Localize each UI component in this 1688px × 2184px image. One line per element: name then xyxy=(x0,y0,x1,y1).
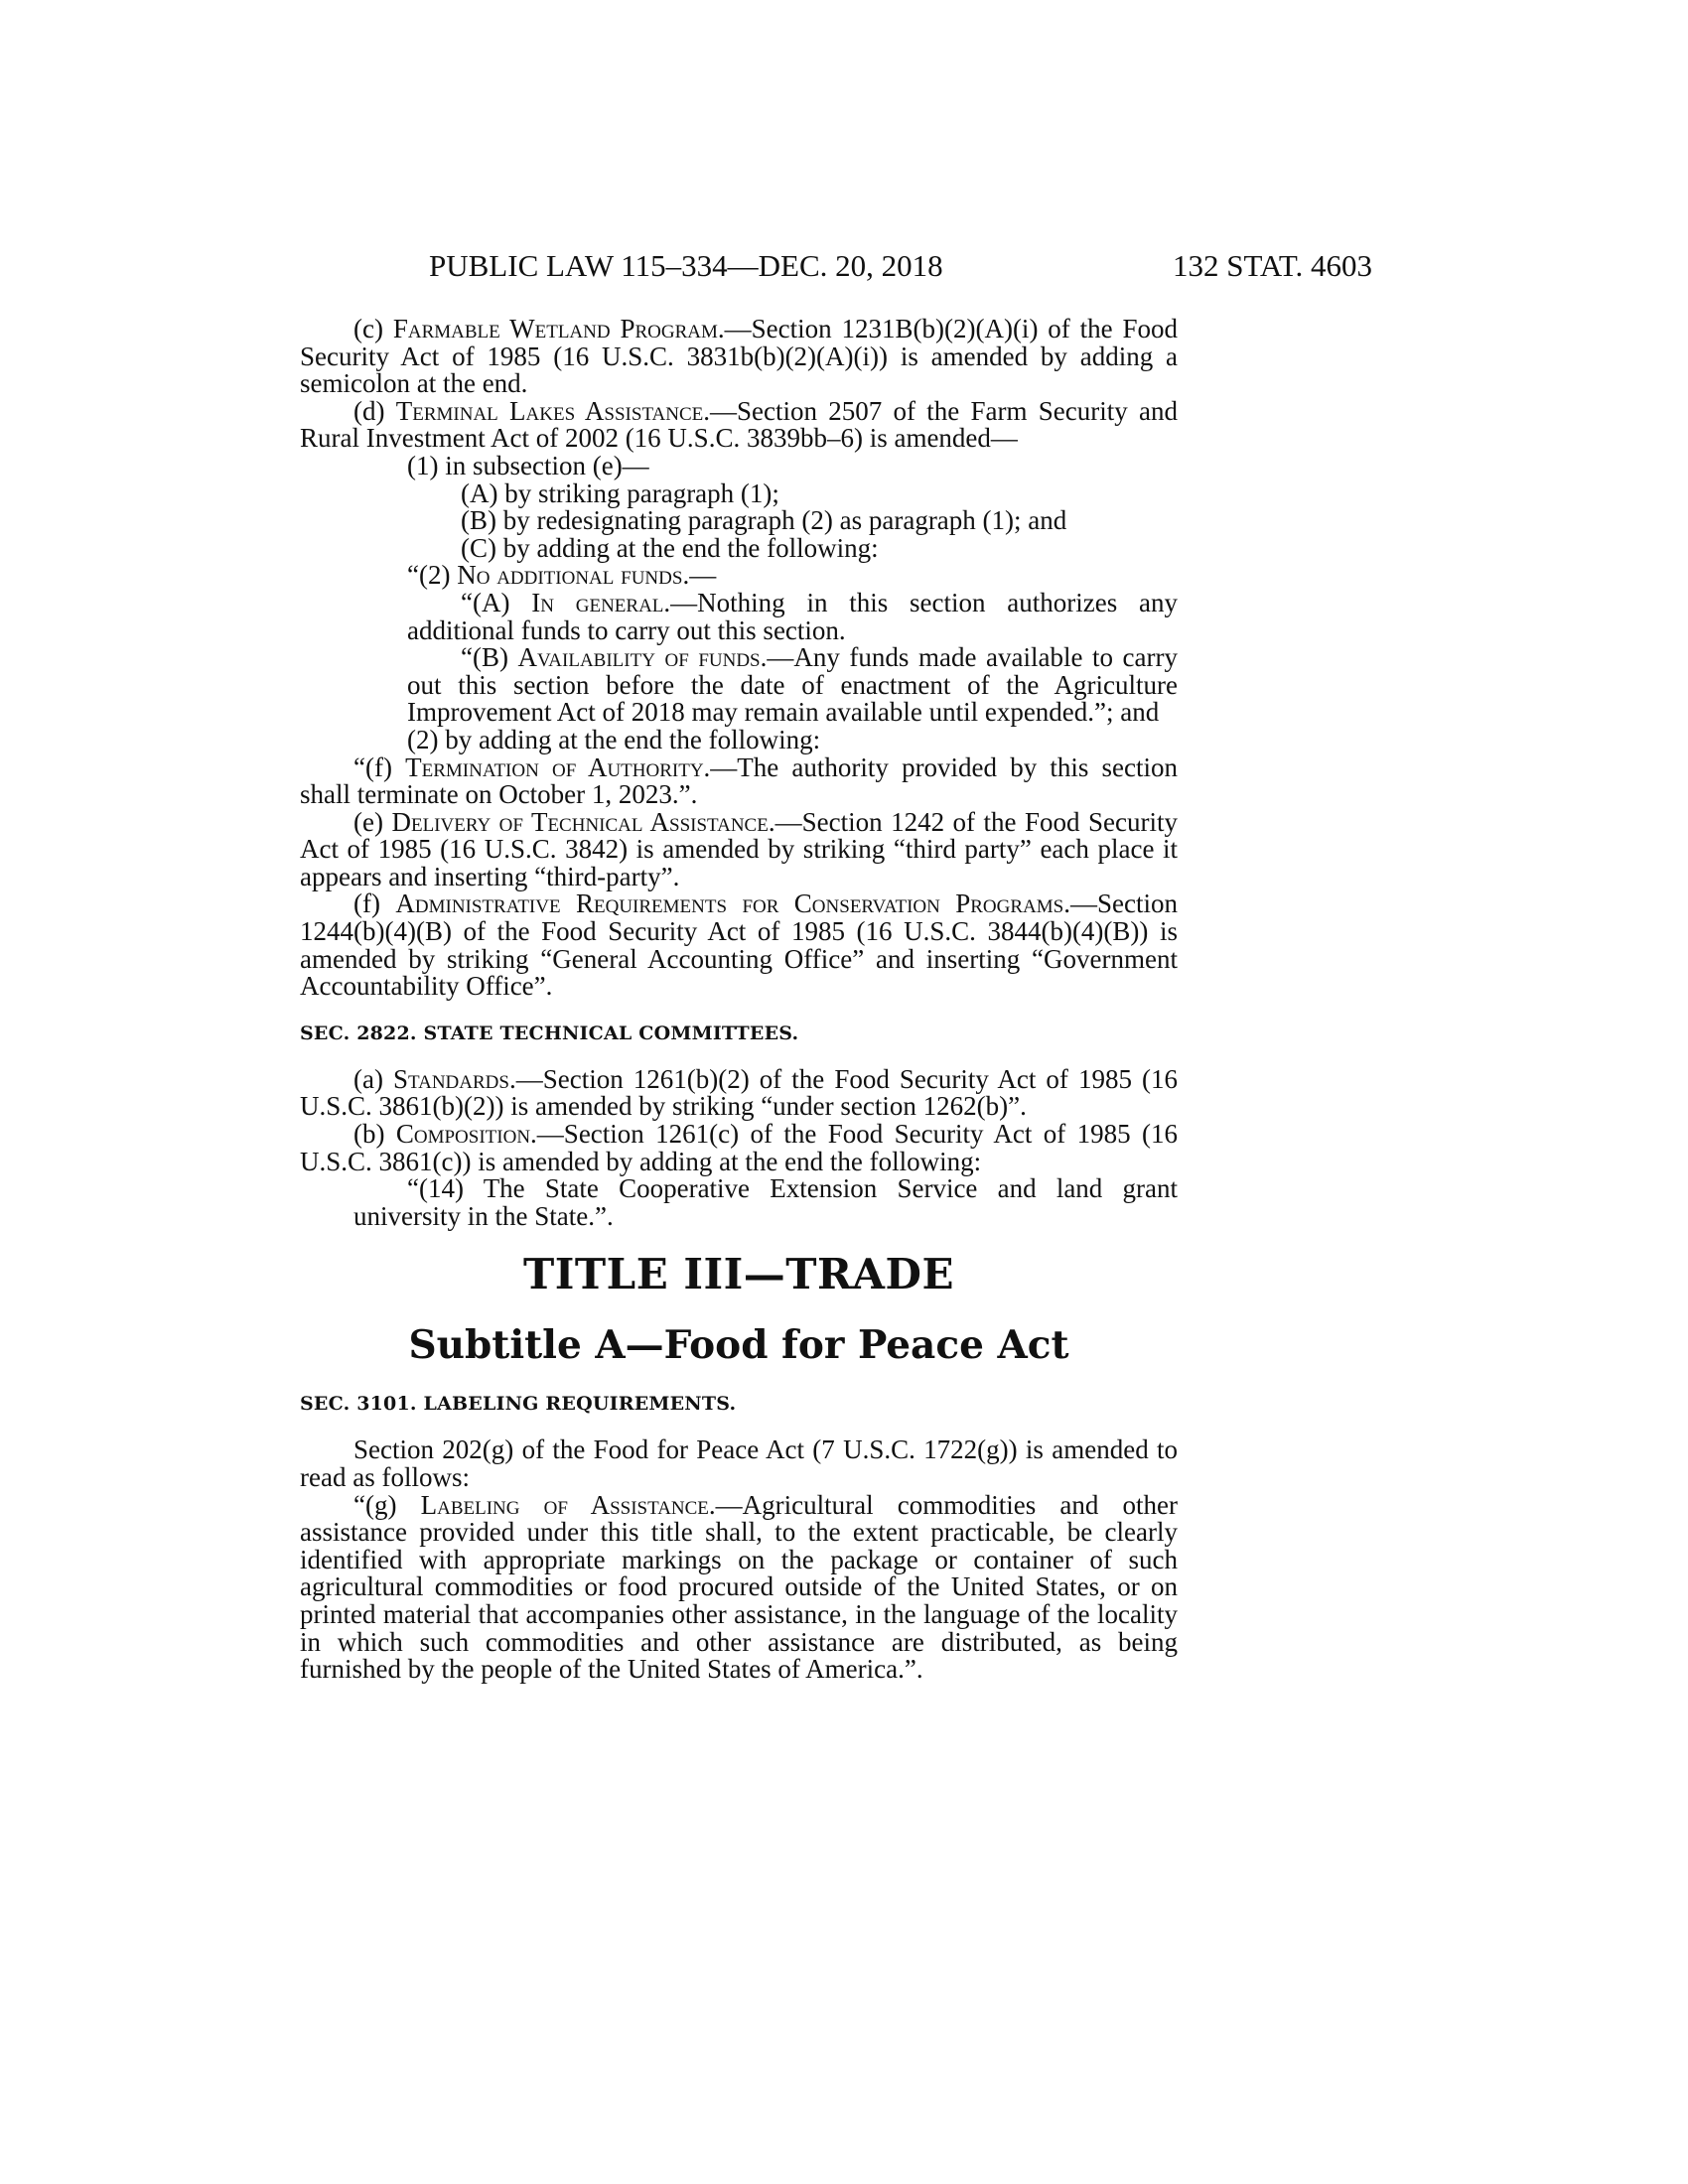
subsection-2822-b: (b) Composition.—Section 1261(c) of the Food Security Act of 1985 (16 U.S.C. 3861(c)) is amended by adding at the end the following: xyxy=(300,1119,1179,1176)
subtitle-heading: Subtitle A—Food for Peace Act xyxy=(408,1322,1069,1369)
section-heading-2822: SEC. 2822. STATE TECHNICAL COMMITTEES. xyxy=(300,1022,799,1044)
subparagraph-d1a: (A) by striking paragraph (1); xyxy=(461,478,779,508)
quoted-paragraph-14: “(14) The State Cooperative Extension Service and land grant university in the State.”. xyxy=(353,1173,1178,1231)
subsection-e: (e) Delivery of Technical Assistance.—Section 1242 of the Food Security Act of 1985 (16 U.S.C. 3842) is amended by striking “third party” each place it appears and inserting “third-party”. xyxy=(300,806,1178,891)
subsection-f: (f) Administrative Requirements for Conservation Programs.—Section 1244(b)(4)(B) of the Food Security Act of 1985 (16 U.S.C. 3844(b)(4)(B)) is amended by striking “General Accounting Office” and inserting “Government Accountability Office”. xyxy=(300,888,1178,1002)
title-heading: TITLE III—TRADE xyxy=(523,1250,954,1299)
quoted-subparagraph-b: “(B) Availability of funds.—Any funds made available to carry out this section before the date of enactment of the Agriculture Improvement Act of 2018 may remain available until expended.”; and xyxy=(407,642,1178,728)
subparagraph-d1b: (B) by redesignating paragraph (2) as paragraph (1); and xyxy=(461,505,1067,536)
quoted-subparagraph-a: “(A) In general.—Nothing in this section authorizes any additional funds to carry out this section. xyxy=(407,587,1178,645)
subsection-d: (d) Terminal Lakes Assistance.—Section 2507 of the Farm Security and Rural Investment Act of 2002 (16 U.S.C. 3839bb–6) is amended— xyxy=(300,395,1178,454)
subsection-2822-a: (a) Standards.—Section 1261(b)(2) of the Food Security Act of 1985 (16 U.S.C. 3861(b)(2)) is amended by striking “under section 1262(b)”. xyxy=(300,1063,1178,1122)
subsection-c: (c) Farmable Wetland Program.—Section 1231B(b)(2)(A)(i) of the Food Security Act of 1985 (16 U.S.C. 3831b(b)(2)(A)(i)) is amended by adding a semicolon at the end. xyxy=(300,314,1179,399)
section-heading-3101: SEC. 3101. LABELING REQUIREMENTS. xyxy=(300,1393,737,1416)
page-header xyxy=(429,246,1372,286)
quoted-paragraph-2: “(2) No additional funds.— xyxy=(407,560,717,591)
subparagraph-d1c: (C) by adding at the end the following: xyxy=(461,532,879,563)
header-stat-page: 132 STAT. 4603 xyxy=(1172,248,1372,283)
quoted-subsection-g: “(g) Labeling of Assistance.—Agricultural commodities and other assistance provided under this title shall, to the extent practicable, be clearly identified with appropriate markings on the package or container of such agricultural commodities or food procured outside of the United States, or on printed material that accompanies other assistance, in the language of the locality in which such commodities and other assistance are distributed, as being furnished by the people of the United States of America.”. xyxy=(300,1489,1179,1685)
body-text xyxy=(300,316,1178,1684)
quoted-subsection-f: “(f) Termination of Authority.—The authority provided by this section shall terminate on October 1, 2023.”. xyxy=(300,751,1178,810)
paragraph-d2: (2) by adding at the end the following: xyxy=(407,724,821,754)
section-3101-intro: Section 202(g) of the Food for Peace Act (7 U.S.C. 1722(g)) is amended to read as follows: xyxy=(300,1434,1178,1492)
header-law-citation: PUBLIC LAW 115–334—DEC. 20, 2018 xyxy=(429,248,943,283)
paragraph-d1: (1) in subsection (e)— xyxy=(407,450,649,480)
